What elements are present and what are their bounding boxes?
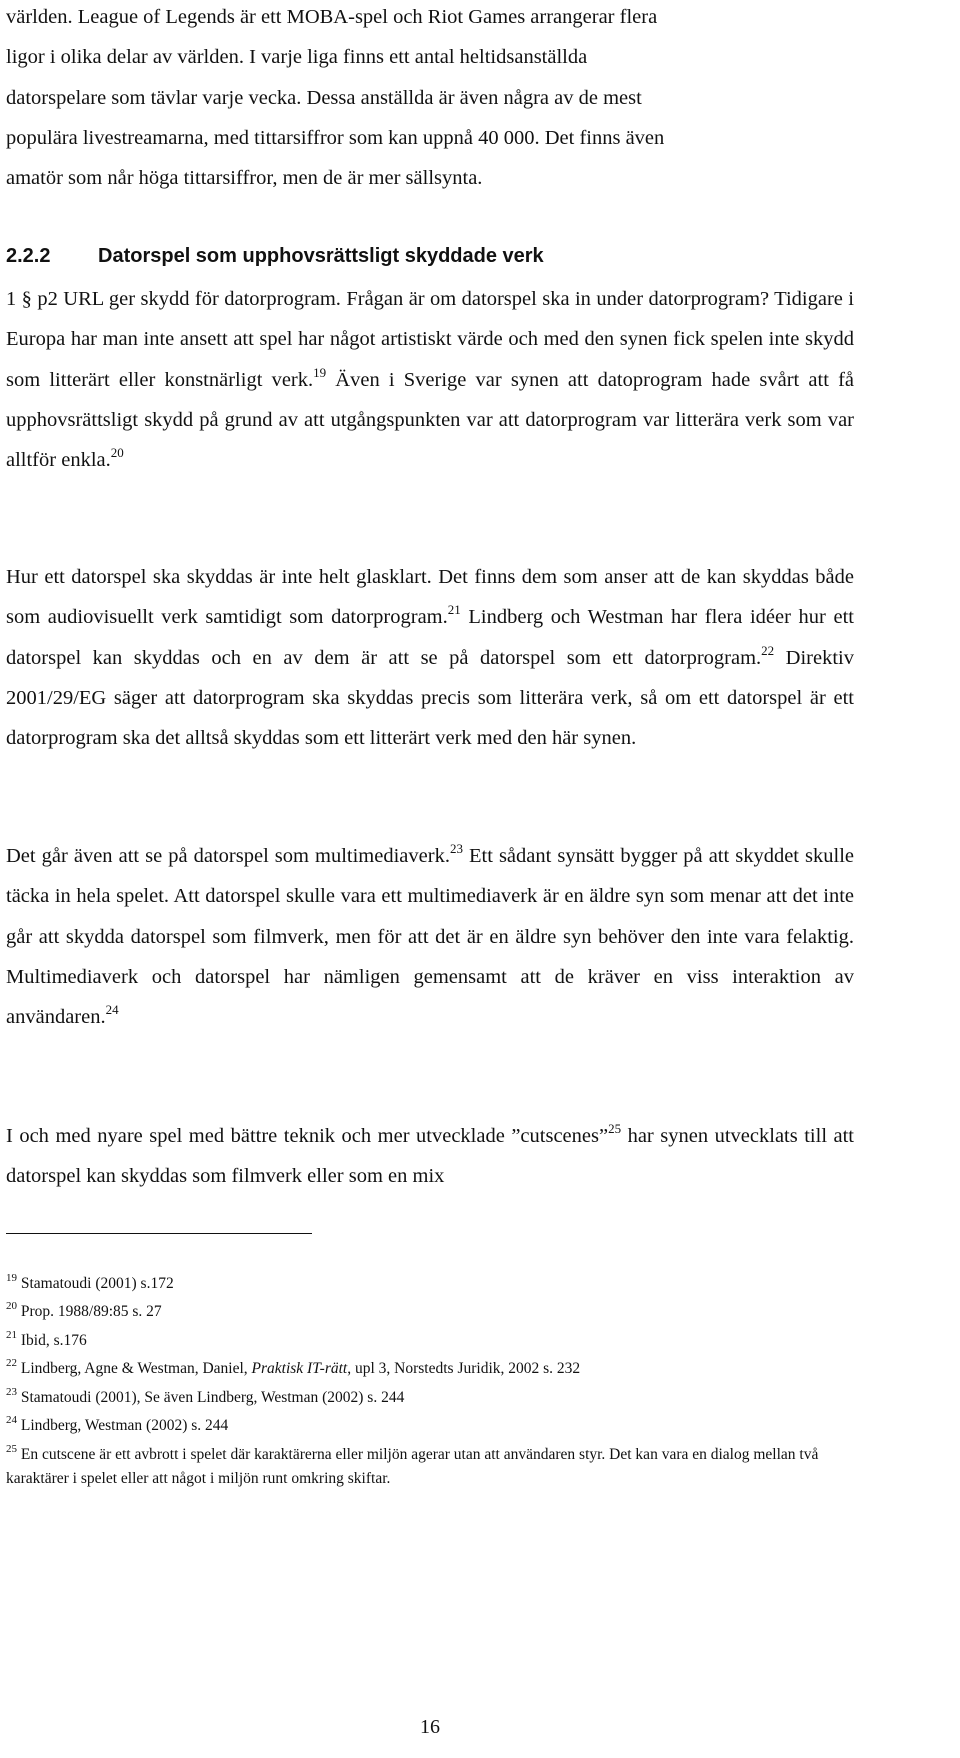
footnote-item — [6, 1298, 856, 1326]
paragraph-text: Ett sådant synsätt bygger på att skyddet skulle täcka in hela spelet. Att datorspel skulle vara ett multimediaverk är en äldre syn som menar att det inte går att skydda datorspel som filmverk, men för att det är en äldre syn behöver den inte vara felaktig. Multimediaverk och datorspel har nämligen gemensamt att de kräver en viss interaktion av användaren. — [6, 845, 854, 1029]
section-number: 2.2.2 — [6, 245, 51, 267]
footnotes-list — [6, 1270, 856, 1491]
footnote-ref: 22 — [761, 642, 775, 658]
footnote-item — [6, 1327, 856, 1355]
paragraph-text: har synen utvecklats till att datorspel kan skyddas som filmverk eller som en mix — [6, 1125, 855, 1188]
paragraph-url-protection — [6, 279, 854, 480]
footnote-text: Stamatoudi (2001), Se även Lindberg, Westman (2002) s. 244 — [20, 1388, 405, 1406]
footnote-number: 22 — [6, 1357, 17, 1370]
page-number: 16 — [420, 1716, 440, 1738]
footnote-number: 24 — [6, 1414, 17, 1427]
footnote-text: Ibid, s.176 — [20, 1331, 87, 1349]
paragraph-text: Även i Sverige var synen att datoprogram hade svårt att få upphovsrättsligt skydd på grund av att utgångspunkten var att datorprogram var litterära verk som var alltför enkla. — [6, 368, 855, 472]
footnote-number: 21 — [6, 1328, 17, 1341]
footnote-divider — [6, 1233, 312, 1234]
footnote-number: 25 — [6, 1443, 17, 1456]
footnote-number: 23 — [6, 1385, 17, 1398]
intro-line: världen. League of Legends är ett MOBA-spel och Riot Games arrangerar flera — [6, 6, 658, 28]
intro-line: datorspelare som tävlar varje vecka. Dessa anställda är även några av de mest — [6, 86, 642, 109]
footnote-text: Lindberg, Agne & Westman, Daniel, — [20, 1360, 252, 1378]
footnote-text: , upl 3, Norstedts Juridik, 2002 s. 232 — [347, 1360, 581, 1378]
paragraph-text: Det går även att se på datorspel som multimediaverk. — [6, 845, 450, 867]
footnote-ref: 23 — [449, 841, 463, 856]
paragraph-multimedia — [6, 836, 854, 1037]
footnote-book-title: Praktisk IT-rätt — [251, 1360, 348, 1378]
footnote-item — [6, 1412, 856, 1440]
footnote-ref: 25 — [608, 1121, 622, 1136]
intro-paragraph — [6, 0, 854, 198]
footnote-text: Prop. 1988/89:85 s. 27 — [20, 1303, 162, 1321]
section-title: Datorspel som upphovsrättsligt skyddade verk — [98, 245, 544, 267]
paragraph-text: Hur ett datorspel ska skyddas är inte helt glasklart. Det finns dem som anser att de kan skyddas både som audiovisuellt verk samtidigt som datorprogram. — [6, 566, 854, 629]
paragraph-text: Direktiv 2001/29/EG säger att datorprogram ska skyddas precis som litterära verk, så om ett datorspel är ett datorprogram ska det alltså skyddas som ett litterärt verk med den här synen. — [6, 646, 854, 750]
paragraph-text: Lindberg och Westman har flera idéer hur ett datorspel kan skyddas och en av dem är att se på datorspel som ett datorprogram. — [6, 606, 854, 669]
footnote-ref: 20 — [110, 445, 124, 461]
intro-line: populära livestreamarna, med tittarsiffror som kan uppnå 40 000. Det finns även — [6, 126, 665, 149]
paragraph-text: 1 § p2 URL ger skydd för datorprogram. Frågan är om datorspel ska in under datorprogram? Tidigare i Europa har man inte ansett att spel har något artistiskt värde och med den synen fick spelen inte skydd som litterärt eller konstnärligt verk. — [6, 288, 854, 391]
footnote-item — [6, 1270, 856, 1298]
footnote-item — [6, 1443, 856, 1491]
footnote-number: 19 — [6, 1272, 17, 1284]
footnote-ref: 19 — [313, 364, 327, 380]
paragraph-cutscenes — [6, 1116, 854, 1197]
footnote-number: 20 — [6, 1300, 17, 1313]
footnote-ref: 21 — [447, 602, 461, 618]
footnote-text: Stamatoudi (2001) s.172 — [20, 1275, 174, 1292]
section-heading — [6, 236, 854, 276]
intro-line: amatör som når höga tittarsiffror, men de är mer sällsynta. — [6, 167, 483, 190]
paragraph-text: I och med nyare spel med bättre teknik och mer utvecklade ”cutscenes” — [6, 1125, 609, 1147]
footnote-item — [6, 1384, 856, 1412]
paragraph-protection-forms — [6, 557, 854, 758]
footnote-ref: 24 — [105, 1002, 119, 1018]
intro-line: ligor i olika delar av världen. I varje liga finns ett antal heltidsanställda — [6, 46, 588, 69]
footnote-text: En cutscene är ett avbrott i spelet där karaktärerna eller miljön agerar utan att användaren styr. Det kan vara en dialog mellan två karaktärer i spelet eller att något i miljön runt omkring skiftar. — [6, 1446, 819, 1488]
footnote-item — [6, 1355, 856, 1383]
footnote-text: Lindberg, Westman (2002) s. 244 — [20, 1417, 229, 1435]
